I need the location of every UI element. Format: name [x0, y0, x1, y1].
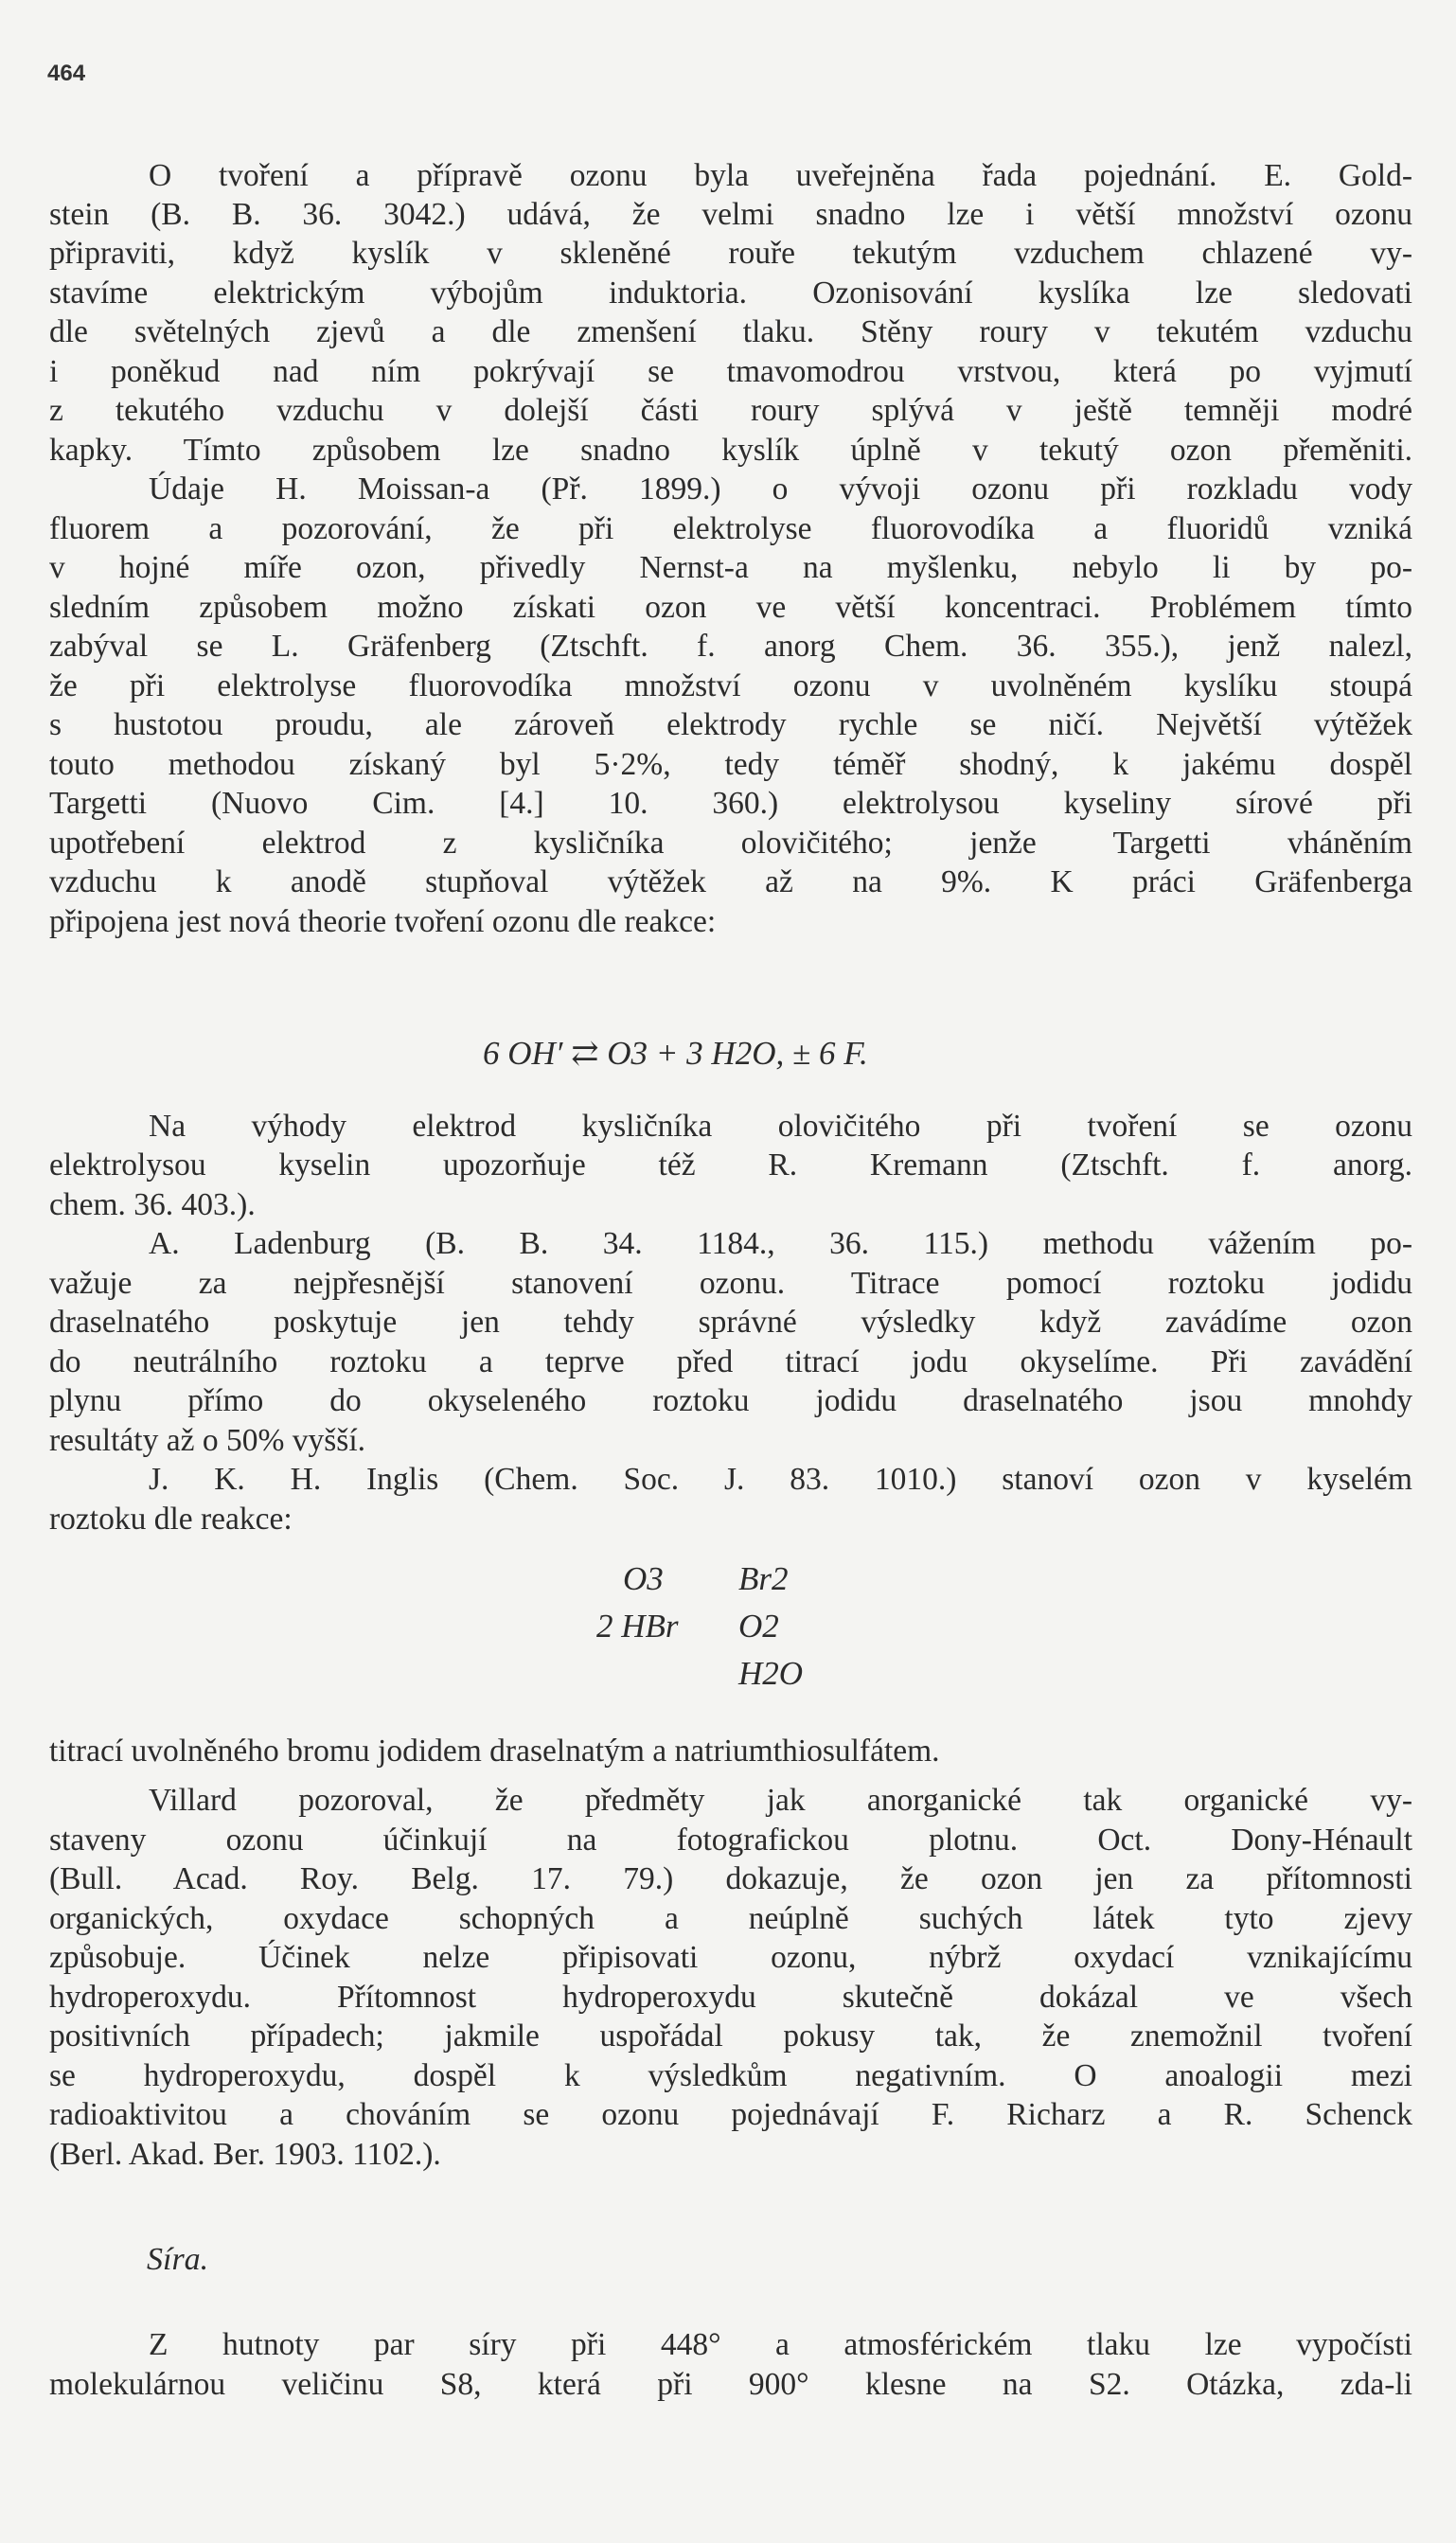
text-line: organických, oxydace schopných a neúplně suchých látek tyto zjevy [49, 1901, 1412, 1936]
section-heading: Síra. [147, 2242, 209, 2277]
text-line: Targetti (Nuovo Cim. [4.] 10. 360.) elektrolysou kyseliny sírové při [49, 786, 1412, 821]
text-line: se hydroperoxydu, dospěl k výsledkům negativním. O anoalogii mezi [49, 2058, 1412, 2093]
text-line: titrací uvolněného bromu jodidem draselnatým a natriumthiosulfátem. [49, 1734, 940, 1769]
reaction-left-top: O3 [623, 1560, 664, 1597]
text-line: připraviti, když kyslík v skleněné rouře tekutým vzduchem chlazené vy- [49, 236, 1412, 271]
text-line: zabýval se L. Gräfenberg (Ztschft. f. anorg Chem. 36. 355.), jenž nalezl, [49, 629, 1412, 664]
text-line: fluorem a pozorování, že při elektrolyse fluorovodíka a fluoridů vzniká [49, 511, 1412, 546]
text-line: resultáty až o 50% vyšší. [49, 1423, 366, 1458]
reaction-right-3: H2O [738, 1655, 804, 1692]
text-line: Z hutnoty par síry při 448° a atmosférickém tlaku lze vypočísti [149, 2327, 1412, 2362]
text-line: positivních případech; jakmile uspořádal pokusy tak, že znemožnil tvoření [49, 2018, 1412, 2054]
text-line: sledním způsobem možno získati ozon ve větší koncentraci. Problémem tímto [49, 590, 1412, 625]
text-line: plynu přímo do okyseleného roztoku jodidu draselnatého jsou mnohdy [49, 1383, 1412, 1418]
equation-ozone: 6 OH′ ⇄ O3 + 3 H2O, ± 6 F. [483, 1035, 868, 1072]
text-line: draselnatého poskytuje jen tehdy správné výsledky když zavádíme ozon [49, 1305, 1412, 1340]
reaction-right-2: O2 [738, 1608, 779, 1645]
text-line: (Berl. Akad. Ber. 1903. 1102.). [49, 2137, 441, 2172]
text-line: že při elektrolyse fluorovodíka množství ozonu v uvolněném kyslíku stoupá [49, 668, 1412, 703]
text-line: stein (B. B. 36. 3042.) udává, že velmi snadno lze i větší množství ozonu [49, 197, 1412, 232]
text-line: do neutrálního roztoku a teprve před titrací jodu okyselíme. Při zavádění [49, 1344, 1412, 1379]
text-line: způsobuje. Účinek nelze připisovati ozonu, nýbrž oxydací vznikajícímu [49, 1940, 1412, 1975]
text-line: chem. 36. 403.). [49, 1187, 256, 1222]
text-line: dle světelných zjevů a dle zmenšení tlaku. Stěny roury v tekutém vzduchu [49, 314, 1412, 349]
text-line: z tekutého vzduchu v dolejší části roury splývá v ještě temněji modré [49, 393, 1412, 428]
text-line: Villard pozoroval, že předměty jak anorganické tak organické vy- [149, 1783, 1412, 1818]
text-line: kapky. Tímto způsobem lze snadno kyslík úplně v tekutý ozon přeměniti. [49, 433, 1412, 468]
text-line: s hustotou proudu, ale zároveň elektrody rychle se ničí. Největší výtěžek [49, 707, 1412, 742]
reaction-right-1: Br2 [738, 1560, 789, 1597]
text-line: upotřebení elektrod z kysličníka olovičitého; jenže Targetti vháněním [49, 826, 1412, 861]
text-line: Údaje H. Moissan-a (Př. 1899.) o vývoji ozonu při rozkladu vody [149, 471, 1412, 507]
text-line: molekulárnou veličinu S8, která při 900° klesne na S2. Otázka, zda-li [49, 2367, 1412, 2402]
text-line: vzduchu k anodě stupňoval výtěžek až na 9%. K práci Gräfenberga [49, 864, 1412, 899]
text-line: staveny ozonu účinkují na fotografickou plotnu. Oct. Dony-Hénault [49, 1823, 1412, 1858]
text-line: touto methodou získaný byl 5·2%, tedy téměř shodný, k jakému dospěl [49, 747, 1412, 782]
text-line: Na výhody elektrod kysličníka olovičitého při tvoření se ozonu [149, 1109, 1412, 1144]
text-line: radioaktivitou a chováním se ozonu pojednávají F. Richarz a R. Schenck [49, 2097, 1412, 2132]
reaction-left-bottom: 2 HBr [596, 1608, 679, 1645]
text-line: elektrolysou kyselin upozorňuje též R. Kremann (Ztschft. f. anorg. [49, 1147, 1412, 1183]
text-line: J. K. H. Inglis (Chem. Soc. J. 83. 1010.) stanoví ozon v kyselém [149, 1462, 1412, 1497]
text-line: A. Ladenburg (B. B. 34. 1184., 36. 115.) methodu vážením po- [149, 1226, 1412, 1261]
text-line: stavíme elektrickým výbojům induktoria. Ozonisování kyslíka lze sledovati [49, 276, 1412, 311]
text-line: roztoku dle reakce: [49, 1502, 293, 1537]
text-line: připojena jest nová theorie tvoření ozonu dle reakce: [49, 904, 717, 939]
text-line: (Bull. Acad. Roy. Belg. 17. 79.) dokazuje, že ozon jen za přítomnosti [49, 1861, 1412, 1896]
text-line: i poněkud nad ním pokrývají se tmavomodrou vrstvou, která po vyjmutí [49, 354, 1412, 389]
text-line: v hojné míře ozon, přivedly Nernst-a na myšlenku, nebylo li by po- [49, 550, 1412, 585]
text-line: hydroperoxydu. Přítomnost hydroperoxydu skutečně dokázal ve všech [49, 1980, 1412, 2015]
text-line: O tvoření a přípravě ozonu byla uveřejněna řada pojednání. E. Gold- [149, 158, 1412, 193]
text-line: važuje za nejpřesnější stanovení ozonu. Titrace pomocí roztoku jodidu [49, 1266, 1412, 1301]
page-number: 464 [47, 61, 86, 86]
